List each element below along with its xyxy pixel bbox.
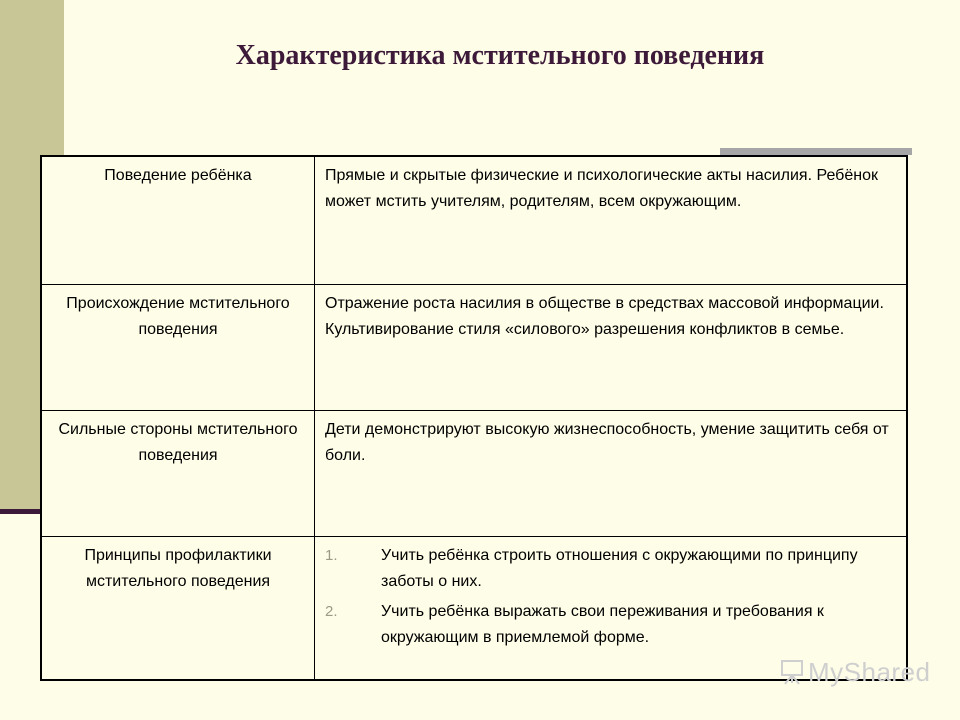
list-item-number: 1. [325, 546, 338, 564]
slide-title: Характеристика мстительного поведения [235, 40, 765, 71]
table-row [42, 284, 906, 410]
row-label: Поведение ребёнка [42, 157, 315, 284]
watermark-text: MyShared [808, 657, 931, 687]
table-row [42, 157, 906, 284]
row-label: Происхождение мстительного поведения [42, 284, 315, 410]
list-item-number: 2. [325, 602, 338, 620]
characteristics-table [40, 155, 908, 681]
presentation-board-icon [780, 659, 804, 685]
row-text: Отражение роста насилия в обществе в средствах массовой информации. Культивирование стиля «силового» разрешения конфликтов в семье. [315, 284, 907, 410]
list-item-text: Учить ребёнка выражать свои переживания и требования к окружающим в приемлемой форме. [381, 602, 824, 646]
principles-list [325, 543, 896, 651]
list-item [325, 599, 896, 651]
row-text: Прямые и скрытые физические и психологические акты насилия. Ребёнок может мстить учителям, родителям, всем окружающим. [315, 157, 907, 284]
watermark [780, 657, 931, 688]
row-label: Принципы профилактики мстительного поведения [42, 536, 315, 679]
row-text: Дети демонстрируют высокую жизнеспособность, умение защитить себя от боли. [315, 410, 907, 536]
top-accent-rule [720, 148, 912, 155]
table-row [42, 410, 906, 536]
list-item-text: Учить ребёнка строить отношения с окружающими по принципу заботы о них. [381, 546, 858, 590]
row-label: Сильные стороны мстительного поведения [42, 410, 315, 536]
list-item [325, 543, 896, 595]
table-row [42, 536, 906, 679]
